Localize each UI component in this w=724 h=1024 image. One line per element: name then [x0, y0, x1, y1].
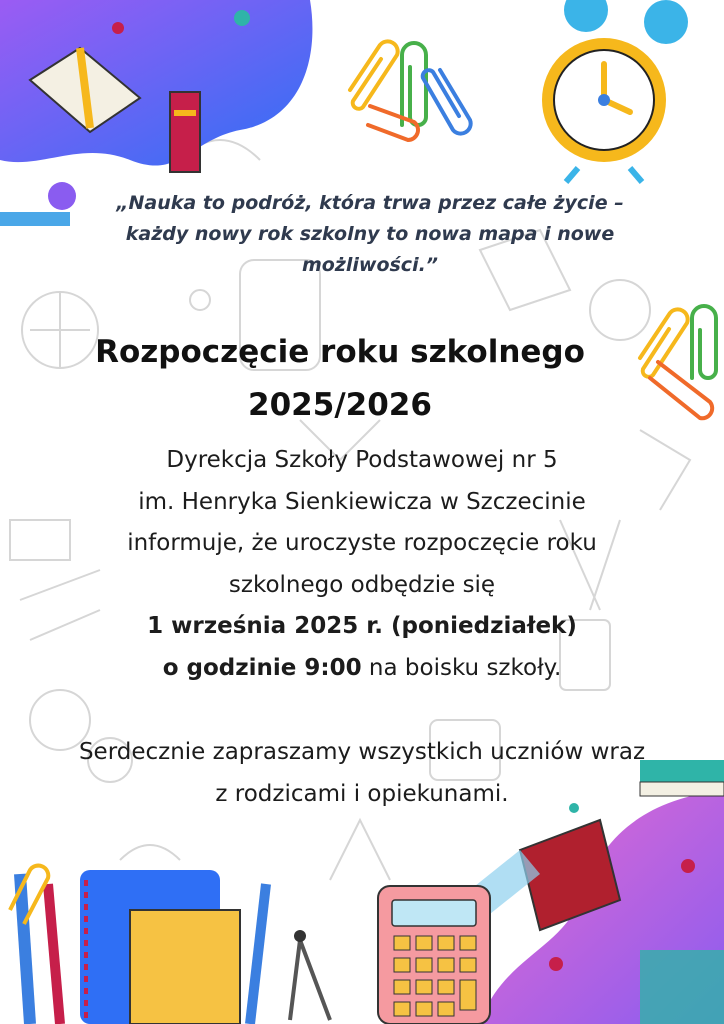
page-title	[30, 326, 650, 432]
invitation-line: z rodzicami i opiekunami.	[215, 780, 509, 807]
invitation-text	[20, 732, 704, 815]
paperclip-icon	[692, 306, 716, 378]
invitation-line: Serdecznie zapraszamy wszystkich uczniów wraz	[78, 739, 646, 765]
event-place: na boisku szkoły.	[361, 654, 562, 681]
paperclip-icon	[350, 41, 398, 108]
quote-line: możliwości.”	[301, 254, 439, 276]
paperclip-group-top	[340, 30, 490, 150]
clock-icon	[538, 0, 724, 190]
inspirational-quote	[90, 188, 650, 281]
announcement-line: Dyrekcja Szkoły Podstawowej nr 5	[166, 447, 558, 473]
calculator-icon	[378, 886, 490, 1024]
paperclip-icon	[650, 362, 712, 418]
quote-line: „Nauka to podróż, która trwa przez całe życie –	[116, 192, 624, 214]
notebook-icon	[80, 870, 240, 1024]
paperclip-icon	[423, 70, 471, 134]
announcement-line: im. Henryka Sienkiewicza w Szczecinie	[138, 488, 586, 515]
announcement-line: informuje, że uroczyste rozpoczęcie roku	[127, 530, 597, 556]
announcement-text	[20, 440, 704, 689]
event-date: 1 września 2025 r. (poniedziałek)	[147, 613, 577, 639]
event-time: o godzinie 9:00	[162, 654, 362, 681]
book-icon	[170, 92, 200, 172]
announcement-line: szkolnego odbędzie się	[228, 571, 496, 598]
title-year: 2025/2026	[248, 387, 432, 423]
quote-line: każdy nowy rok szkolny to nowa mapa i nowe	[125, 223, 615, 245]
compass-icon	[290, 930, 330, 1020]
title-line: Rozpoczęcie roku szkolnego	[95, 334, 585, 370]
paperclip-icon	[402, 43, 426, 125]
